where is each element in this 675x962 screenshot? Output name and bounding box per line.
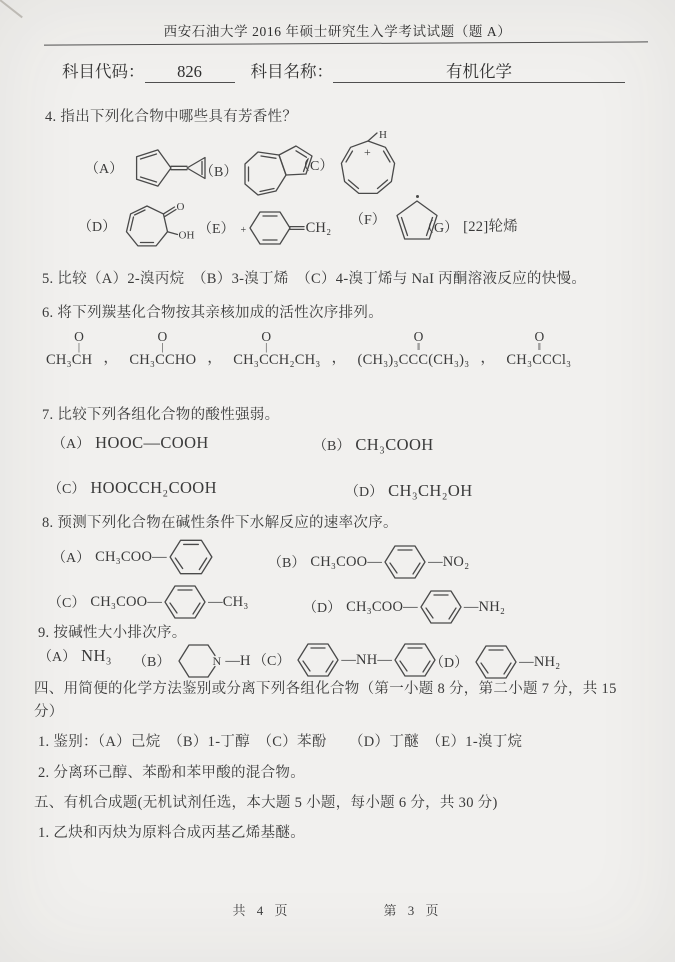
- page-title: 西安石油大学 2016 年硕士研究生入学考试试题（题 A）: [163, 24, 512, 39]
- nh-suffix: —H: [225, 652, 251, 669]
- q6-formula-row: [46, 330, 571, 369]
- question-7-text: 7. 比较下列各组化合物的酸性强弱。: [42, 407, 280, 423]
- option-label: （B）: [313, 439, 351, 454]
- structure-tropolone: [121, 198, 201, 254]
- option-label: （C）: [48, 596, 86, 611]
- q7-option-c: [48, 478, 217, 498]
- formula-text: CH₃CCCl₃: [506, 352, 572, 368]
- section-4-item-2: 2. 分离环己醇、苯酚和苯甲酸的混合物。: [38, 765, 305, 781]
- formula-text: NH₃: [81, 646, 112, 665]
- piperidine-ring: [175, 640, 225, 682]
- q9-option-d: [430, 642, 560, 682]
- header-rule: [44, 41, 648, 45]
- q4-option-d: [78, 198, 201, 254]
- q8-option-d: [303, 587, 505, 627]
- carbonyl-o: O: [534, 329, 545, 344]
- benzene-ring: [162, 582, 208, 622]
- section-4-heading-line1: 四、用简便的化学方法鉴别或分离下列各组化合物（第一小题 8 分，第二小题 7 分，共 15: [34, 681, 617, 697]
- page-footer: [0, 900, 675, 919]
- q7-option-b: [313, 435, 434, 455]
- q6-formula-1: [46, 330, 92, 369]
- option-label: （A）: [52, 437, 91, 452]
- q7-option-a: [52, 433, 209, 453]
- formula-text: CH₃CCHO: [129, 352, 197, 368]
- separator: ，: [480, 350, 496, 366]
- q6-formula-3: [233, 330, 320, 369]
- formula-text: CH₃CH: [46, 352, 93, 368]
- option-label: （A）: [38, 650, 77, 665]
- footer-total-pages: 共 4 页: [232, 903, 292, 918]
- benzene-ring: [473, 642, 519, 682]
- carbonyl-o: O: [413, 329, 424, 344]
- carbonyl-o: O: [74, 329, 84, 344]
- subject-code-label: 科目代码：: [62, 62, 145, 81]
- structure-methylenecyclohexadiene-cation: [240, 206, 306, 250]
- formula-text: (CH₃)₃CCC(CH₃)₃: [357, 352, 470, 368]
- q6-formula-5: [506, 330, 571, 369]
- separator: ，: [207, 350, 223, 366]
- subject-row: [62, 58, 625, 83]
- structure-cyclononatetraenyl-cation: [338, 130, 404, 200]
- scan-crease-mark: [0, 0, 23, 18]
- q9-option-b: [133, 640, 251, 682]
- acetate-prefix: CH₃COO—: [346, 598, 418, 615]
- formula-text: CH₃COOH: [355, 435, 434, 454]
- option-label: （F）: [350, 213, 386, 228]
- option-label: （D）: [430, 656, 469, 671]
- methylene-label: CH₂: [305, 219, 332, 236]
- q4-option-e: [198, 206, 331, 250]
- question-9-text: 9. 按碱性大小排次序。: [38, 625, 187, 641]
- plus-charge-label: +: [364, 145, 372, 159]
- question-6-text: 6. 将下列羰基化合物按其亲核加成的活性次序排列。: [42, 305, 383, 321]
- acetate-prefix: CH₃COO—: [90, 593, 163, 610]
- subject-name-label: 科目名称：: [250, 62, 333, 81]
- question-5-text: 5. 比较（A）2-溴丙烷 （B）3-溴丁烯 （C）4-溴丁烯与 NaI 丙酮溶液反应的快慢。: [42, 271, 587, 287]
- nh2-suffix: —NH₂: [519, 653, 561, 670]
- section-4-heading-line2: 分）: [34, 704, 64, 720]
- carbonyl-o: O: [261, 329, 272, 344]
- bond-line: |: [161, 341, 164, 353]
- nitrogen-label: N: [212, 654, 222, 668]
- carbonyl-o: O: [157, 329, 168, 344]
- q6-formula-2: [129, 330, 196, 369]
- annulene-label: [22]轮烯: [463, 219, 519, 235]
- option-label: （A）: [85, 162, 124, 177]
- formula-text: CH₃CCH₂CH₃: [233, 352, 321, 368]
- option-label: （B）: [268, 556, 306, 571]
- q6-formula-4: [358, 330, 470, 369]
- h-substituent-label: H: [379, 130, 388, 141]
- bond-line: ‖: [537, 341, 541, 353]
- acetate-prefix: CH₃COO—: [310, 553, 383, 570]
- option-label: （C）: [48, 482, 86, 497]
- section-4-item-1: 1. 鉴别：（A）己烷 （B）1-丁醇 （C）苯酚 （D）丁醚 （E）1-溴丁烷: [38, 734, 523, 750]
- acetate-prefix: CH₃COO—: [95, 548, 167, 565]
- hydroxyl-label: OH: [178, 229, 195, 242]
- footer-current-page: 第 3 页: [383, 903, 443, 918]
- option-label: （C）: [253, 654, 291, 669]
- option-label: （A）: [52, 551, 91, 566]
- option-label: （B）: [133, 655, 171, 670]
- carbonyl-o-label: O: [176, 201, 185, 213]
- subject-name-value: 有机化学: [333, 58, 625, 83]
- bond-line: ‖: [417, 341, 421, 353]
- bond-line: |: [77, 341, 81, 353]
- option-label: （E）: [198, 222, 235, 237]
- formula-text: HOOCCH₂COOH: [90, 478, 217, 497]
- option-label: （B）: [200, 165, 238, 180]
- plus-charge-label: +: [240, 225, 246, 236]
- q9-option-c: [253, 640, 438, 680]
- option-label: （C）: [296, 159, 334, 174]
- option-label: （D）: [78, 220, 117, 235]
- q8-option-c: [48, 582, 249, 622]
- formula-text: HOOC—COOH: [95, 433, 209, 452]
- substituent-label: —NH₂: [463, 598, 506, 615]
- benzene-ring: [382, 542, 428, 582]
- benzene-ring: [295, 640, 341, 680]
- separator: ，: [331, 350, 347, 366]
- option-label: （D）: [303, 601, 342, 616]
- option-label: （G）: [420, 221, 459, 236]
- separator: ，: [103, 350, 119, 366]
- substituent-label: —NO₂: [428, 553, 470, 570]
- q9-option-a: [38, 646, 112, 666]
- section-5-item-1: 1. 乙炔和丙炔为原料合成丙基乙烯基醚。: [38, 825, 305, 841]
- benzene-ring: [167, 536, 215, 578]
- q4-option-c: [296, 130, 404, 200]
- substituent-label: —CH₃: [208, 593, 249, 610]
- section-5-heading: 五、有机合成题(无机试剂任选，本大题 5 小题，每小题 6 分，共 30 分): [34, 795, 498, 811]
- nh-link: —NH—: [341, 651, 393, 668]
- formula-text: CH₃CH₂OH: [388, 481, 473, 500]
- q4-option-g: [420, 216, 518, 238]
- q7-option-d: [345, 481, 473, 501]
- question-4-text: 4. 指出下列化合物中哪些具有芳香性？: [45, 109, 298, 125]
- bond-line: |: [265, 341, 268, 353]
- q8-option-a: [52, 536, 215, 578]
- question-8-text: 8. 预测下列化合物在碱性条件下水解反应的速率次序。: [42, 515, 398, 531]
- q4-option-a: [85, 140, 214, 196]
- benzene-ring: [418, 587, 464, 627]
- q8-option-b: [268, 542, 469, 582]
- subject-code-value: 826: [145, 62, 235, 83]
- option-label: （D）: [345, 485, 384, 500]
